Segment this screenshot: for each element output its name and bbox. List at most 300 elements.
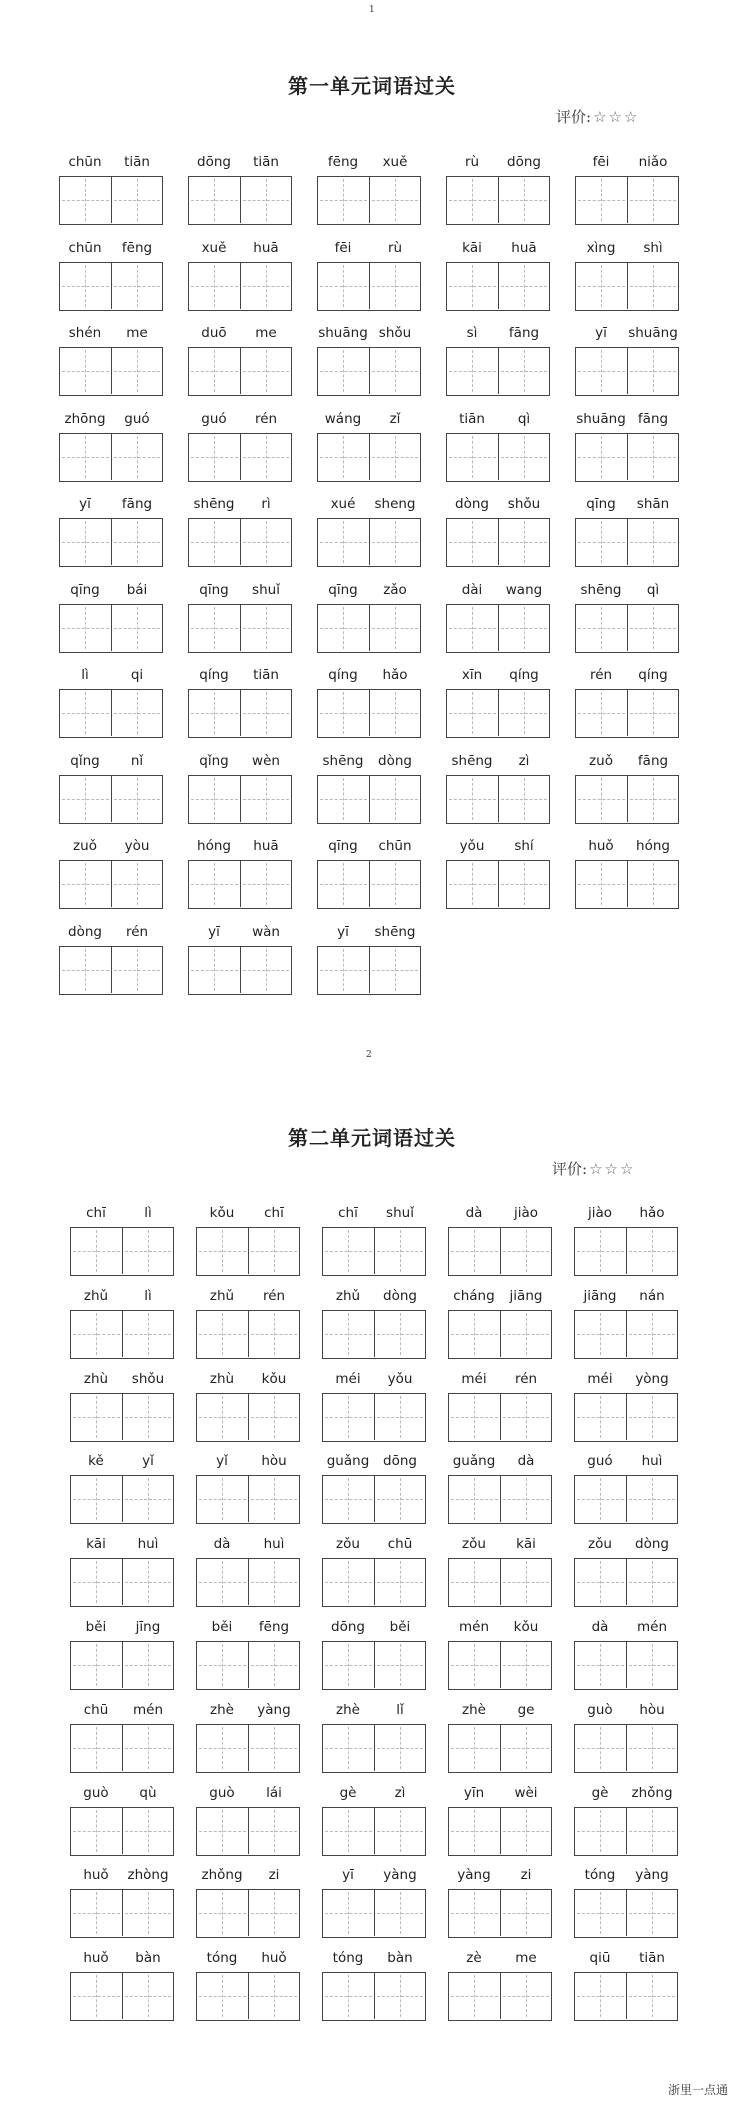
character-cell[interactable]	[71, 1559, 122, 1605]
character-cell[interactable]	[626, 1642, 678, 1688]
character-cell[interactable]	[374, 1808, 426, 1854]
character-cell[interactable]	[500, 1559, 552, 1605]
character-cell[interactable]	[374, 1559, 426, 1605]
character-cell[interactable]	[627, 861, 679, 907]
character-cell[interactable]	[71, 1725, 122, 1771]
character-cell[interactable]	[500, 1228, 552, 1274]
writing-box[interactable]	[196, 1641, 300, 1690]
character-cell[interactable]	[323, 1642, 374, 1688]
character-cell[interactable]	[576, 177, 627, 223]
character-cell[interactable]	[240, 348, 292, 394]
character-cell[interactable]	[60, 776, 111, 822]
writing-box[interactable]	[322, 1558, 426, 1607]
character-cell[interactable]	[323, 1311, 374, 1357]
writing-box[interactable]	[317, 860, 421, 909]
writing-box[interactable]	[448, 1972, 552, 2021]
writing-box[interactable]	[448, 1889, 552, 1938]
writing-box[interactable]	[575, 518, 679, 567]
character-cell[interactable]	[189, 263, 240, 309]
character-cell[interactable]	[626, 1890, 678, 1936]
character-cell[interactable]	[576, 605, 627, 651]
character-cell[interactable]	[111, 776, 163, 822]
character-cell[interactable]	[318, 947, 369, 993]
writing-box[interactable]	[59, 860, 163, 909]
character-cell[interactable]	[374, 1476, 426, 1522]
character-cell[interactable]	[323, 1476, 374, 1522]
character-cell[interactable]	[498, 861, 550, 907]
character-cell[interactable]	[111, 177, 163, 223]
character-cell[interactable]	[449, 1973, 500, 2019]
character-cell[interactable]	[500, 1311, 552, 1357]
character-cell[interactable]	[369, 690, 421, 736]
character-cell[interactable]	[111, 348, 163, 394]
character-cell[interactable]	[122, 1890, 174, 1936]
character-cell[interactable]	[71, 1890, 122, 1936]
writing-box[interactable]	[574, 1889, 678, 1938]
character-cell[interactable]	[111, 947, 163, 993]
character-cell[interactable]	[449, 1311, 500, 1357]
writing-box[interactable]	[574, 1807, 678, 1856]
character-cell[interactable]	[575, 1808, 626, 1854]
writing-box[interactable]	[70, 1724, 174, 1773]
character-cell[interactable]	[189, 947, 240, 993]
writing-box[interactable]	[188, 433, 292, 482]
character-cell[interactable]	[627, 519, 679, 565]
character-cell[interactable]	[575, 1394, 626, 1440]
character-cell[interactable]	[627, 605, 679, 651]
writing-box[interactable]	[448, 1310, 552, 1359]
writing-box[interactable]	[448, 1807, 552, 1856]
character-cell[interactable]	[369, 348, 421, 394]
writing-box[interactable]	[196, 1393, 300, 1442]
character-cell[interactable]	[248, 1642, 300, 1688]
character-cell[interactable]	[71, 1973, 122, 2019]
writing-box[interactable]	[196, 1807, 300, 1856]
character-cell[interactable]	[576, 690, 627, 736]
writing-box[interactable]	[574, 1641, 678, 1690]
writing-box[interactable]	[188, 518, 292, 567]
character-cell[interactable]	[197, 1725, 248, 1771]
writing-box[interactable]	[574, 1724, 678, 1773]
character-cell[interactable]	[318, 519, 369, 565]
character-cell[interactable]	[60, 605, 111, 651]
character-cell[interactable]	[447, 690, 498, 736]
character-cell[interactable]	[575, 1973, 626, 2019]
writing-box[interactable]	[59, 946, 163, 995]
character-cell[interactable]	[575, 1642, 626, 1688]
character-cell[interactable]	[369, 519, 421, 565]
character-cell[interactable]	[447, 348, 498, 394]
character-cell[interactable]	[60, 434, 111, 480]
writing-box[interactable]	[574, 1393, 678, 1442]
writing-box[interactable]	[317, 262, 421, 311]
writing-box[interactable]	[446, 604, 550, 653]
writing-box[interactable]	[575, 176, 679, 225]
writing-box[interactable]	[70, 1641, 174, 1690]
character-cell[interactable]	[449, 1394, 500, 1440]
writing-box[interactable]	[575, 347, 679, 396]
character-cell[interactable]	[240, 434, 292, 480]
character-cell[interactable]	[111, 861, 163, 907]
writing-box[interactable]	[448, 1475, 552, 1524]
character-cell[interactable]	[626, 1394, 678, 1440]
writing-box[interactable]	[317, 433, 421, 482]
writing-box[interactable]	[188, 176, 292, 225]
character-cell[interactable]	[248, 1228, 300, 1274]
character-cell[interactable]	[318, 348, 369, 394]
character-cell[interactable]	[576, 776, 627, 822]
character-cell[interactable]	[449, 1642, 500, 1688]
character-cell[interactable]	[189, 776, 240, 822]
writing-box[interactable]	[575, 775, 679, 824]
character-cell[interactable]	[449, 1559, 500, 1605]
writing-box[interactable]	[188, 775, 292, 824]
character-cell[interactable]	[374, 1642, 426, 1688]
character-cell[interactable]	[189, 519, 240, 565]
character-cell[interactable]	[60, 861, 111, 907]
character-cell[interactable]	[60, 690, 111, 736]
pinyin-syllable: dòng	[378, 752, 412, 769]
writing-box[interactable]	[70, 1807, 174, 1856]
character-cell[interactable]	[498, 690, 550, 736]
writing-box[interactable]	[317, 518, 421, 567]
character-cell[interactable]	[498, 177, 550, 223]
character-cell[interactable]	[576, 519, 627, 565]
character-cell[interactable]	[447, 776, 498, 822]
character-cell[interactable]	[189, 861, 240, 907]
character-cell[interactable]	[240, 605, 292, 651]
writing-box[interactable]	[322, 1310, 426, 1359]
writing-box[interactable]	[70, 1889, 174, 1938]
character-cell[interactable]	[369, 776, 421, 822]
character-cell[interactable]	[626, 1228, 678, 1274]
writing-box[interactable]	[188, 262, 292, 311]
character-cell[interactable]	[318, 177, 369, 223]
character-cell[interactable]	[626, 1311, 678, 1357]
character-cell[interactable]	[189, 177, 240, 223]
character-cell[interactable]	[60, 177, 111, 223]
writing-box[interactable]	[59, 604, 163, 653]
character-cell[interactable]	[111, 263, 163, 309]
character-cell[interactable]	[71, 1311, 122, 1357]
character-cell[interactable]	[500, 1394, 552, 1440]
writing-box[interactable]	[448, 1641, 552, 1690]
character-cell[interactable]	[627, 434, 679, 480]
character-cell[interactable]	[576, 263, 627, 309]
character-cell[interactable]	[575, 1725, 626, 1771]
writing-box[interactable]	[70, 1475, 174, 1524]
writing-box[interactable]	[446, 775, 550, 824]
writing-box[interactable]	[448, 1558, 552, 1607]
character-cell[interactable]	[248, 1394, 300, 1440]
character-cell[interactable]	[447, 177, 498, 223]
character-cell[interactable]	[374, 1228, 426, 1274]
character-cell[interactable]	[323, 1890, 374, 1936]
character-cell[interactable]	[323, 1808, 374, 1854]
character-cell[interactable]	[500, 1642, 552, 1688]
character-cell[interactable]	[197, 1642, 248, 1688]
character-cell[interactable]	[122, 1394, 174, 1440]
character-cell[interactable]	[122, 1725, 174, 1771]
writing-box[interactable]	[575, 689, 679, 738]
writing-box[interactable]	[322, 1972, 426, 2021]
character-cell[interactable]	[318, 434, 369, 480]
character-cell[interactable]	[60, 348, 111, 394]
character-cell[interactable]	[60, 947, 111, 993]
character-cell[interactable]	[240, 947, 292, 993]
writing-box[interactable]	[322, 1393, 426, 1442]
character-cell[interactable]	[248, 1559, 300, 1605]
character-cell[interactable]	[197, 1476, 248, 1522]
writing-box[interactable]	[196, 1724, 300, 1773]
character-cell[interactable]	[240, 519, 292, 565]
character-cell[interactable]	[447, 605, 498, 651]
character-cell[interactable]	[369, 861, 421, 907]
character-cell[interactable]	[449, 1808, 500, 1854]
character-cell[interactable]	[240, 776, 292, 822]
character-cell[interactable]	[240, 263, 292, 309]
character-cell[interactable]	[111, 434, 163, 480]
writing-box[interactable]	[322, 1889, 426, 1938]
character-cell[interactable]	[369, 177, 421, 223]
writing-box[interactable]	[317, 604, 421, 653]
character-cell[interactable]	[323, 1394, 374, 1440]
character-cell[interactable]	[576, 861, 627, 907]
character-cell[interactable]	[71, 1228, 122, 1274]
writing-box[interactable]	[317, 176, 421, 225]
writing-box[interactable]	[446, 518, 550, 567]
character-cell[interactable]	[447, 263, 498, 309]
character-cell[interactable]	[189, 605, 240, 651]
writing-box[interactable]	[446, 433, 550, 482]
character-cell[interactable]	[111, 605, 163, 651]
writing-box[interactable]	[575, 604, 679, 653]
writing-box[interactable]	[188, 860, 292, 909]
character-cell[interactable]	[498, 263, 550, 309]
character-cell[interactable]	[240, 861, 292, 907]
character-cell[interactable]	[111, 519, 163, 565]
character-cell[interactable]	[323, 1559, 374, 1605]
character-cell[interactable]	[240, 690, 292, 736]
writing-box[interactable]	[196, 1972, 300, 2021]
writing-box[interactable]	[188, 604, 292, 653]
character-cell[interactable]	[447, 519, 498, 565]
character-cell[interactable]	[197, 1311, 248, 1357]
character-cell[interactable]	[447, 861, 498, 907]
character-cell[interactable]	[122, 1808, 174, 1854]
character-cell[interactable]	[189, 690, 240, 736]
pinyin-row	[575, 411, 679, 429]
character-cell[interactable]	[374, 1890, 426, 1936]
writing-box[interactable]	[446, 347, 550, 396]
character-cell[interactable]	[498, 348, 550, 394]
pinyin-row	[196, 1205, 300, 1223]
character-cell[interactable]	[369, 263, 421, 309]
character-cell[interactable]	[71, 1394, 122, 1440]
character-cell[interactable]	[248, 1808, 300, 1854]
character-cell[interactable]	[498, 434, 550, 480]
character-cell[interactable]	[318, 263, 369, 309]
character-cell[interactable]	[575, 1228, 626, 1274]
character-cell[interactable]	[323, 1228, 374, 1274]
character-cell[interactable]	[122, 1311, 174, 1357]
writing-box[interactable]	[70, 1972, 174, 2021]
character-cell[interactable]	[627, 776, 679, 822]
writing-box[interactable]	[188, 689, 292, 738]
writing-box[interactable]	[322, 1227, 426, 1276]
character-cell[interactable]	[374, 1311, 426, 1357]
character-cell[interactable]	[626, 1973, 678, 2019]
character-cell[interactable]	[626, 1476, 678, 1522]
character-cell[interactable]	[374, 1973, 426, 2019]
character-cell[interactable]	[369, 434, 421, 480]
character-cell[interactable]	[197, 1559, 248, 1605]
character-cell[interactable]	[122, 1228, 174, 1274]
character-cell[interactable]	[369, 605, 421, 651]
character-cell[interactable]	[626, 1808, 678, 1854]
character-cell[interactable]	[71, 1642, 122, 1688]
writing-box[interactable]	[446, 689, 550, 738]
writing-box[interactable]	[322, 1724, 426, 1773]
writing-box[interactable]	[59, 433, 163, 482]
character-cell[interactable]	[576, 434, 627, 480]
writing-box[interactable]	[322, 1475, 426, 1524]
character-cell[interactable]	[197, 1890, 248, 1936]
character-cell[interactable]	[447, 434, 498, 480]
writing-box[interactable]	[575, 262, 679, 311]
character-cell[interactable]	[627, 348, 679, 394]
character-cell[interactable]	[111, 690, 163, 736]
character-cell[interactable]	[369, 947, 421, 993]
writing-box[interactable]	[574, 1558, 678, 1607]
character-cell[interactable]	[626, 1725, 678, 1771]
character-cell[interactable]	[248, 1725, 300, 1771]
writing-box[interactable]	[322, 1807, 426, 1856]
writing-box[interactable]	[188, 946, 292, 995]
character-cell[interactable]	[575, 1559, 626, 1605]
character-cell[interactable]	[449, 1228, 500, 1274]
character-cell[interactable]	[122, 1642, 174, 1688]
writing-box[interactable]	[188, 347, 292, 396]
pinyin-syllable: zhù	[83, 1370, 109, 1387]
character-cell[interactable]	[318, 861, 369, 907]
writing-box[interactable]	[196, 1558, 300, 1607]
writing-box[interactable]	[575, 860, 679, 909]
writing-box[interactable]	[446, 860, 550, 909]
writing-box[interactable]	[448, 1724, 552, 1773]
character-cell[interactable]	[248, 1890, 300, 1936]
character-cell[interactable]	[197, 1228, 248, 1274]
writing-box[interactable]	[575, 433, 679, 482]
character-cell[interactable]	[626, 1559, 678, 1605]
writing-box[interactable]	[59, 689, 163, 738]
character-cell[interactable]	[197, 1973, 248, 2019]
character-cell[interactable]	[197, 1808, 248, 1854]
character-cell[interactable]	[122, 1476, 174, 1522]
writing-box[interactable]	[574, 1475, 678, 1524]
writing-box[interactable]	[446, 262, 550, 311]
writing-box[interactable]	[196, 1475, 300, 1524]
writing-box[interactable]	[196, 1227, 300, 1276]
writing-box[interactable]	[317, 946, 421, 995]
character-cell[interactable]	[122, 1973, 174, 2019]
character-cell[interactable]	[500, 1808, 552, 1854]
character-cell[interactable]	[575, 1311, 626, 1357]
character-cell[interactable]	[627, 690, 679, 736]
character-cell[interactable]	[318, 776, 369, 822]
writing-box[interactable]	[574, 1227, 678, 1276]
character-cell[interactable]	[374, 1725, 426, 1771]
character-cell[interactable]	[575, 1890, 626, 1936]
writing-box[interactable]	[70, 1393, 174, 1442]
writing-box[interactable]	[196, 1310, 300, 1359]
character-cell[interactable]	[248, 1973, 300, 2019]
writing-box[interactable]	[70, 1558, 174, 1607]
character-cell[interactable]	[500, 1476, 552, 1522]
character-cell[interactable]	[122, 1559, 174, 1605]
writing-box[interactable]	[448, 1227, 552, 1276]
character-cell[interactable]	[498, 776, 550, 822]
character-cell[interactable]	[449, 1890, 500, 1936]
writing-box[interactable]	[448, 1393, 552, 1442]
character-cell[interactable]	[318, 605, 369, 651]
character-cell[interactable]	[575, 1476, 626, 1522]
character-cell[interactable]	[627, 177, 679, 223]
writing-box[interactable]	[322, 1641, 426, 1690]
writing-box[interactable]	[317, 347, 421, 396]
writing-box[interactable]	[59, 518, 163, 567]
character-cell[interactable]	[71, 1476, 122, 1522]
character-cell[interactable]	[323, 1725, 374, 1771]
character-cell[interactable]	[323, 1973, 374, 2019]
character-cell[interactable]	[498, 605, 550, 651]
character-cell[interactable]	[627, 263, 679, 309]
character-cell[interactable]	[500, 1890, 552, 1936]
writing-box[interactable]	[317, 775, 421, 824]
pinyin-syllable: me	[255, 325, 277, 341]
character-cell[interactable]	[248, 1311, 300, 1357]
character-cell[interactable]	[71, 1808, 122, 1854]
character-cell[interactable]	[197, 1394, 248, 1440]
writing-box[interactable]	[317, 689, 421, 738]
writing-box[interactable]	[59, 176, 163, 225]
character-cell[interactable]	[576, 348, 627, 394]
writing-box[interactable]	[196, 1889, 300, 1938]
character-cell[interactable]	[500, 1973, 552, 2019]
character-cell[interactable]	[240, 177, 292, 223]
writing-box[interactable]	[446, 176, 550, 225]
character-cell[interactable]	[449, 1476, 500, 1522]
character-cell[interactable]	[248, 1476, 300, 1522]
character-cell[interactable]	[449, 1725, 500, 1771]
character-cell[interactable]	[498, 519, 550, 565]
writing-box[interactable]	[574, 1310, 678, 1359]
character-cell[interactable]	[318, 690, 369, 736]
writing-box[interactable]	[70, 1227, 174, 1276]
character-cell[interactable]	[189, 434, 240, 480]
character-cell[interactable]	[500, 1725, 552, 1771]
writing-box[interactable]	[574, 1972, 678, 2021]
writing-box[interactable]	[70, 1310, 174, 1359]
writing-box[interactable]	[59, 347, 163, 396]
character-cell[interactable]	[60, 519, 111, 565]
writing-box[interactable]	[59, 262, 163, 311]
writing-box[interactable]	[59, 775, 163, 824]
character-cell[interactable]	[189, 348, 240, 394]
character-cell[interactable]	[60, 263, 111, 309]
character-cell[interactable]	[374, 1394, 426, 1440]
pinyin-row	[59, 325, 163, 343]
